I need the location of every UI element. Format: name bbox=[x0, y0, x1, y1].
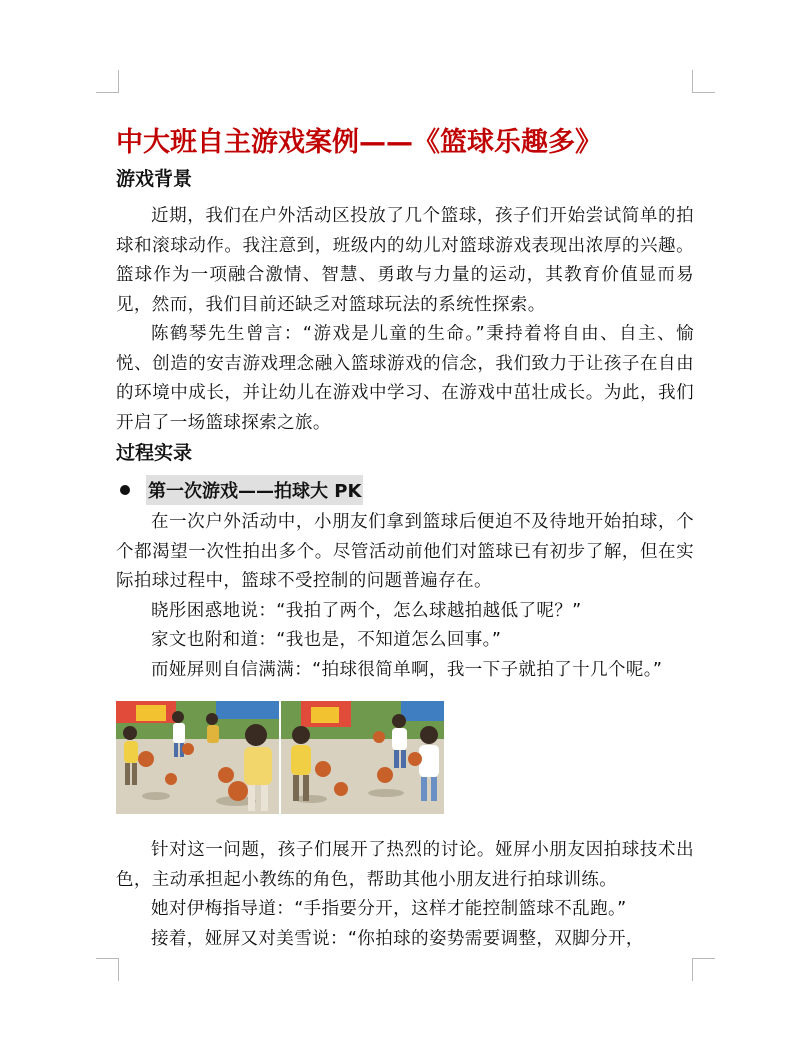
process-paragraph-2: 晓彤困惑地说：“我拍了两个，怎么球越拍越低了呢？” bbox=[151, 600, 582, 621]
process-paragraph-1: 在一次户外活动中，小朋友们拿到篮球后便迫不及待地开始拍球，个个都渴望一次性拍出多个。尽管活动前他们对篮球已有初步了解，但在实际拍球过程中，篮球不受控制的问题普遍存在。 bbox=[116, 512, 694, 591]
crop-mark-top-right bbox=[692, 70, 715, 93]
bullet-item-first-game bbox=[116, 472, 694, 508]
background-paragraph-1: 近期，我们在户外活动区投放了几个篮球，孩子们开始尝试简单的拍球和滚球动作。我注意到，班级内的幼儿对篮球游戏表现出浓厚的兴趣。篮球作为一项融合激情、智慧、勇敢与力量的运动，其教育价值显而易见，然而，我们目前还缺乏对篮球玩法的系统性探索。 bbox=[116, 206, 694, 315]
bullet-dot-icon bbox=[120, 485, 130, 495]
section-heading-background: 游戏背景 bbox=[116, 168, 193, 190]
photo-row bbox=[116, 701, 694, 814]
background-paragraph-2: 陈鹤琴先生曾言：“游戏是儿童的生命。”秉持着将自由、自主、愉悦、创造的安吉游戏理念融入篮球游戏的信念，我们致力于让孩子在自由的环境中成长，并让幼儿在游戏中学习、在游戏中茁壮成长。为此，我们开启了一场篮球探索之旅。 bbox=[116, 324, 694, 433]
after-photos-paragraph-2: 她对伊梅指导道：“手指要分开，这样才能控制篮球不乱跑。” bbox=[151, 899, 627, 919]
after-photos-paragraph-3: 接着，娅屏又对美雪说：“你拍球的姿势需要调整，双脚分开， bbox=[151, 928, 644, 949]
section-heading-process: 过程实录 bbox=[116, 442, 193, 464]
document-title: 中大班自主游戏案例——《篮球乐趣多》 bbox=[116, 127, 602, 158]
photo-illustration-2 bbox=[281, 701, 444, 814]
crop-mark-top-left bbox=[96, 70, 119, 93]
crop-mark-bottom-left bbox=[96, 958, 119, 981]
bullet-item-label: 第一次游戏——拍球大 PK bbox=[146, 475, 363, 505]
crop-mark-bottom-right bbox=[692, 958, 715, 981]
process-paragraph-3: 家文也附和道：“我也是，不知道怎么回事。” bbox=[151, 630, 502, 650]
process-paragraph-4: 而娅屏则自信满满：“拍球很简单啊，我一下子就拍了十几个呢。” bbox=[151, 659, 663, 680]
children-basketball-photo-1 bbox=[116, 701, 279, 814]
after-photos-paragraph-1: 针对这一问题，孩子们展开了热烈的讨论。娅屏小朋友因拍球技术出色，主动承担起小教练的角色，帮助其他小朋友进行拍球训练。 bbox=[116, 840, 694, 890]
document-body bbox=[116, 122, 694, 954]
children-basketball-photo-2 bbox=[281, 701, 444, 814]
photo-illustration-1 bbox=[116, 701, 279, 814]
